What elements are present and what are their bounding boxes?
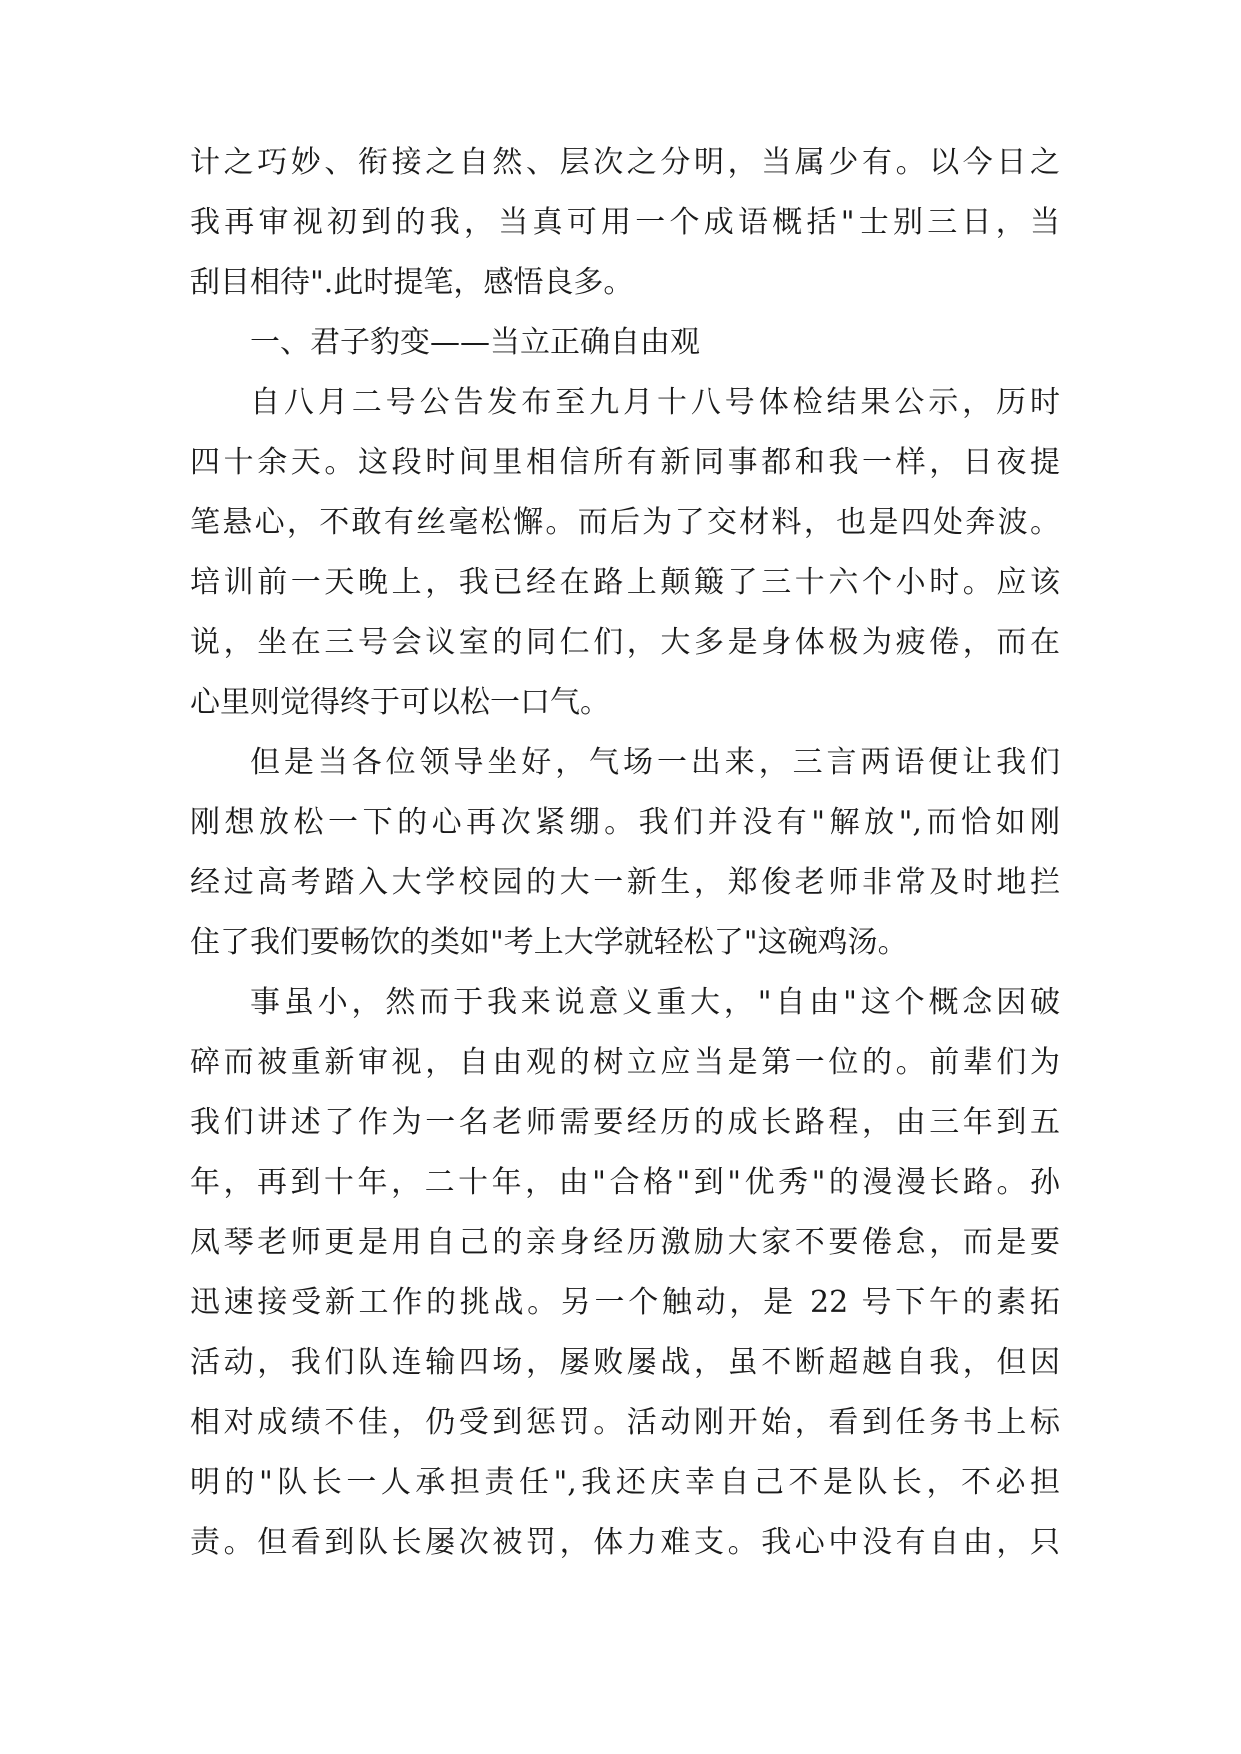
paragraph-line: 我们讲述了作为一名老师需要经历的成长路程，由三年到五 [190,1105,1060,1140]
paragraph-line: 活动，我们队连输四场，屡败屡战，虽不断超越自我，但因 [190,1345,1060,1380]
paragraph-line: 但是当各位领导坐好，气场一出来，三言两语便让我们 [250,745,1060,780]
paragraph-line: 经过高考踏入大学校园的大一新生，郑俊老师非常及时地拦 [190,865,1060,900]
paragraph-line: 四十余天。这段时间里相信所有新同事都和我一样，日夜提 [190,445,1060,480]
section-heading: 一、君子豹变——当立正确自由观 [250,325,700,360]
paragraph-line: 心里则觉得终于可以松一口气。 [190,685,610,720]
paragraph-line: 年，再到十年，二十年，由"合格"到"优秀"的漫漫长路。孙 [190,1165,1060,1200]
paragraph-line: 明的"队长一人承担责任",我还庆幸自己不是队长，不必担 [190,1465,1060,1500]
paragraph-line: 计之巧妙、衔接之自然、层次之分明，当属少有。以今日之 [190,145,1060,180]
paragraph-line: 凤琴老师更是用自己的亲身经历激励大家不要倦怠，而是要 [190,1225,1060,1260]
paragraph-line: 碎而被重新审视，自由观的树立应当是第一位的。前辈们为 [190,1045,1060,1080]
paragraph-line: 自八月二号公告发布至九月十八号体检结果公示，历时 [250,385,1060,420]
paragraph-line: 说，坐在三号会议室的同仁们，大多是身体极为疲倦，而在 [190,625,1060,660]
paragraph-line: 笔悬心，不敢有丝毫松懈。而后为了交材料，也是四处奔波。 [190,505,1060,540]
paragraph-line: 刚想放松一下的心再次紧绷。我们并没有"解放",而恰如刚 [190,805,1060,840]
paragraph-line: 住了我们要畅饮的类如"考上大学就轻松了"这碗鸡汤。 [190,925,908,960]
paragraph-line: 培训前一天晚上，我已经在路上颠簸了三十六个小时。应该 [190,565,1060,600]
paragraph-line: 迅速接受新工作的挑战。另一个触动，是 22 号下午的素拓 [190,1285,1060,1320]
paragraph-line: 事虽小，然而于我来说意义重大，"自由"这个概念因破 [250,985,1060,1020]
paragraph-line: 相对成绩不佳，仍受到惩罚。活动刚开始，看到任务书上标 [190,1405,1060,1440]
paragraph-line: 刮目相待".此时提笔，感悟良多。 [190,265,634,300]
paragraph-line: 我再审视初到的我，当真可用一个成语概括"士别三日，当 [190,205,1060,240]
paragraph-line: 责。但看到队长屡次被罚，体力难支。我心中没有自由，只 [190,1525,1060,1560]
